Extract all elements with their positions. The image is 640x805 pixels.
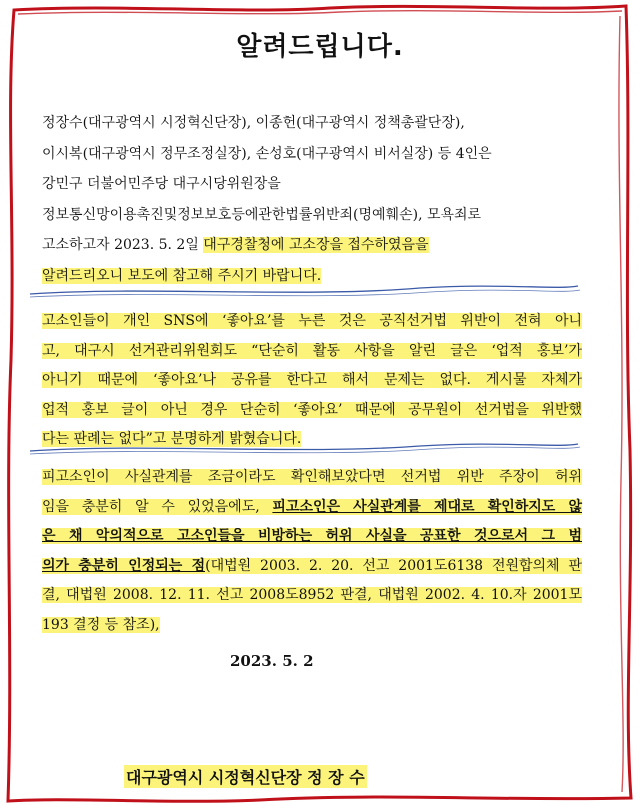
para-line: [42, 337, 582, 367]
para-line: [42, 425, 582, 455]
bold-underlined-text: 의가 충분히 인정되는 점: [42, 557, 206, 574]
para-line: [42, 307, 582, 337]
defamation-paragraph: [42, 463, 582, 640]
highlighted-text: 알려드리오니 보도에 참고해 주시기 바랍니다.: [42, 267, 322, 284]
highlighted-text: 임을 충분히 알 수 있었음에도,: [42, 498, 273, 515]
sns-likes-paragraph: [42, 307, 582, 455]
para-line: [42, 396, 582, 426]
highlighted-text: (대법원 2003. 2. 20. 선고 2001도6138 전원합의체 판: [205, 557, 582, 574]
highlighted-text: 대구경찰청에 고소장을 접수하였음을: [203, 237, 429, 253]
highlighted-text: 아니기 때문에 ‘좋아요’나 공유를 한다고 해서 문제는 없다. 게시물 자체가: [42, 372, 582, 388]
highlighted-text: 피고소인이 사실관계를 조금이라도 확인해보았다면 선거법 위반 주장이 허위: [42, 469, 582, 485]
intro-line: 강민구 더불어민주당 대구시당위원장을: [42, 176, 281, 192]
bold-underlined-text: 피고소인은 사실관계를 제대로 확인하지도 않: [272, 498, 582, 515]
para-line: [42, 611, 582, 641]
para-line: [42, 552, 582, 582]
intro-paragraph: [42, 108, 582, 291]
highlighted-text: 업적 홍보 글이 아닌 경우 단순히 ‘좋아요’ 때문에 공무원이 선거법을 위반했: [42, 401, 582, 418]
signature-line: 대구광역시 시정혁신단장 정 장 수: [124, 765, 367, 788]
highlighted-text: 고소인들이 개인 SNS에 ‘좋아요’를 누른 것은 공직선거법 위반이 전혀 아니: [42, 313, 582, 329]
intro-line: 이시복(대구광역시 정무조정실장), 손성호(대구광역시 비서실장) 등 4인은: [42, 145, 492, 162]
document-date: 2023. 5. 2: [230, 652, 314, 670]
intro-line: 정장수(대구광역시 시정혁신단장), 이종헌(대구광역시 정책총괄단장),: [42, 115, 465, 131]
intro-text: 고소하고자 2023. 5. 2일: [42, 237, 204, 253]
page-title: 알려드립니다.: [236, 32, 404, 62]
highlighted-text: 고, 대구시 선거관리위원회도 “단순히 활동 사항을 알린 글은 ‘업적 홍보’가: [42, 342, 582, 359]
para-line: [42, 581, 582, 611]
highlighted-text: 결, 대법원 2008. 12. 11. 선고 2008도8952 판결, 대법원 2002. 4. 10.자 2001모: [42, 587, 582, 603]
para-line: [42, 493, 582, 523]
intro-line: [42, 261, 582, 292]
bold-underlined-text: 은 채 악의적으로 고소인들을 비방하는 허위 사실을 공표한 것으로서 그 범: [42, 528, 582, 544]
intro-line: [42, 230, 582, 261]
para-line: [42, 366, 582, 396]
highlighted-text: 193 결정 등 참조),: [42, 616, 160, 633]
para-line: [42, 463, 582, 493]
intro-line: 정보통신망이용촉진및정보보호등에관한법률위반죄(명예훼손), 모욕죄로: [42, 206, 482, 223]
highlighted-text: 다는 판례는 없다”고 분명하게 밝혔습니다.: [42, 431, 302, 447]
para-line: [42, 522, 582, 552]
